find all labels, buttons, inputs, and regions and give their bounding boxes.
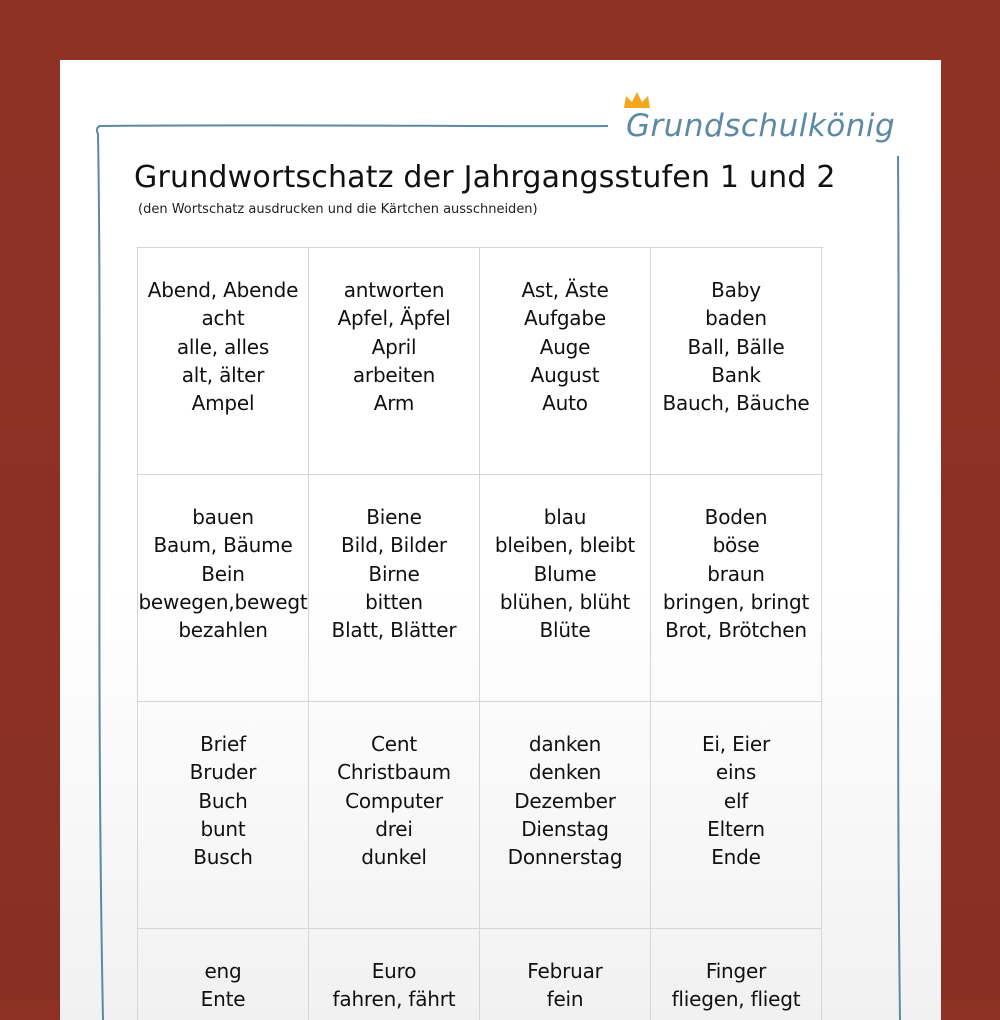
card-word: Donnerstag	[507, 845, 623, 870]
card-word: alle, alles	[176, 334, 270, 359]
card-word: böse	[712, 533, 760, 558]
card-word: bunt	[200, 816, 246, 841]
word-card	[309, 248, 480, 475]
card-word: Cent	[371, 732, 417, 756]
card-word: Euro	[371, 959, 417, 983]
card-word: Baum, Bäume	[153, 533, 293, 558]
card-word: bauen	[192, 505, 254, 529]
card-word: Biene	[366, 505, 422, 529]
card-word: antworten	[343, 278, 445, 302]
word-card	[309, 475, 480, 702]
card-word: Ampel	[191, 391, 255, 416]
card-word: Bank	[711, 362, 761, 387]
card-word: Bild, Bilder	[341, 533, 447, 558]
worksheet-page	[60, 60, 941, 1020]
card-word: Arm	[373, 391, 415, 416]
card-word: Bein	[201, 561, 245, 586]
card-word: eng	[204, 959, 242, 983]
card-word: Busch	[193, 845, 253, 870]
card-word: Buch	[198, 788, 248, 813]
card-word: August	[530, 362, 600, 387]
card-word: Aufgabe	[524, 306, 606, 331]
word-card	[480, 248, 651, 475]
card-word: arbeiten	[352, 362, 436, 387]
card-word: bezahlen	[178, 618, 268, 643]
card-word: Eltern	[707, 816, 765, 841]
word-card	[138, 248, 309, 475]
card-word: Birne	[368, 561, 420, 586]
card-word: fliegen, fliegt	[671, 987, 801, 1012]
card-word: bleiben, bleibt	[494, 533, 636, 558]
card-word: danken	[528, 732, 602, 756]
card-word: Dienstag	[521, 816, 609, 841]
card-word: Boden	[704, 505, 768, 529]
card-word: Ball, Bälle	[687, 334, 785, 359]
card-word: Dezember	[514, 788, 616, 813]
word-card	[138, 929, 309, 1020]
word-card	[138, 702, 309, 929]
brand-name: Grundschulkönig	[626, 108, 896, 144]
card-word: Blume	[533, 561, 597, 586]
card-word: dunkel	[361, 845, 427, 870]
word-card	[309, 702, 480, 929]
card-word: bewegen,bewegt	[138, 589, 308, 614]
word-card	[651, 929, 822, 1020]
card-word: Abend, Abende	[147, 278, 299, 302]
card-word: fein	[546, 987, 584, 1012]
card-word: Brief	[200, 732, 246, 756]
card-word: Auge	[539, 334, 591, 359]
card-word: Ast, Äste	[521, 278, 609, 302]
card-word: acht	[201, 306, 245, 331]
page-subtitle: (den Wortschatz ausdrucken und die Kärtchen ausschneiden)	[138, 202, 538, 217]
crown-icon	[622, 90, 652, 110]
card-word: Computer	[345, 788, 443, 813]
word-card-grid	[137, 247, 823, 1020]
page-title: Grundwortschatz der Jahrgangsstufen 1 und 2	[134, 160, 836, 195]
word-card	[309, 929, 480, 1020]
card-word: Finger	[705, 959, 767, 983]
card-word: bitten	[365, 589, 423, 614]
card-word: Apfel, Äpfel	[337, 306, 451, 331]
card-word: Blüte	[539, 618, 591, 643]
card-word: denken	[528, 760, 602, 785]
card-word: Blatt, Blätter	[331, 618, 457, 643]
card-word: Baby	[711, 278, 761, 302]
card-word: Christbaum	[337, 760, 451, 785]
word-card	[651, 475, 822, 702]
card-word: eins	[715, 760, 757, 785]
word-card	[480, 929, 651, 1020]
card-word: alt, älter	[181, 362, 265, 387]
card-word: Februar	[527, 959, 603, 983]
card-word: Brot, Brötchen	[665, 618, 807, 643]
card-word: Ende	[711, 845, 761, 870]
card-word: fahren, fährt	[332, 987, 456, 1012]
card-word: bringen, bringt	[662, 589, 810, 614]
card-word: braun	[707, 561, 765, 586]
card-word: Auto	[542, 391, 588, 416]
word-card	[480, 702, 651, 929]
card-word: Bauch, Bäuche	[662, 391, 810, 416]
card-word: Ei, Eier	[701, 732, 771, 756]
card-word: baden	[705, 306, 767, 331]
word-card	[651, 702, 822, 929]
word-card	[138, 475, 309, 702]
word-card	[480, 475, 651, 702]
brand-logo	[626, 104, 895, 148]
card-word: Bruder	[189, 760, 257, 785]
card-word: drei	[375, 816, 413, 841]
word-card	[651, 248, 822, 475]
card-word: April	[371, 334, 417, 359]
card-word: blau	[543, 505, 587, 529]
card-word: Ente	[200, 987, 246, 1012]
card-word: blühen, blüht	[499, 589, 631, 614]
card-word: elf	[723, 788, 749, 813]
